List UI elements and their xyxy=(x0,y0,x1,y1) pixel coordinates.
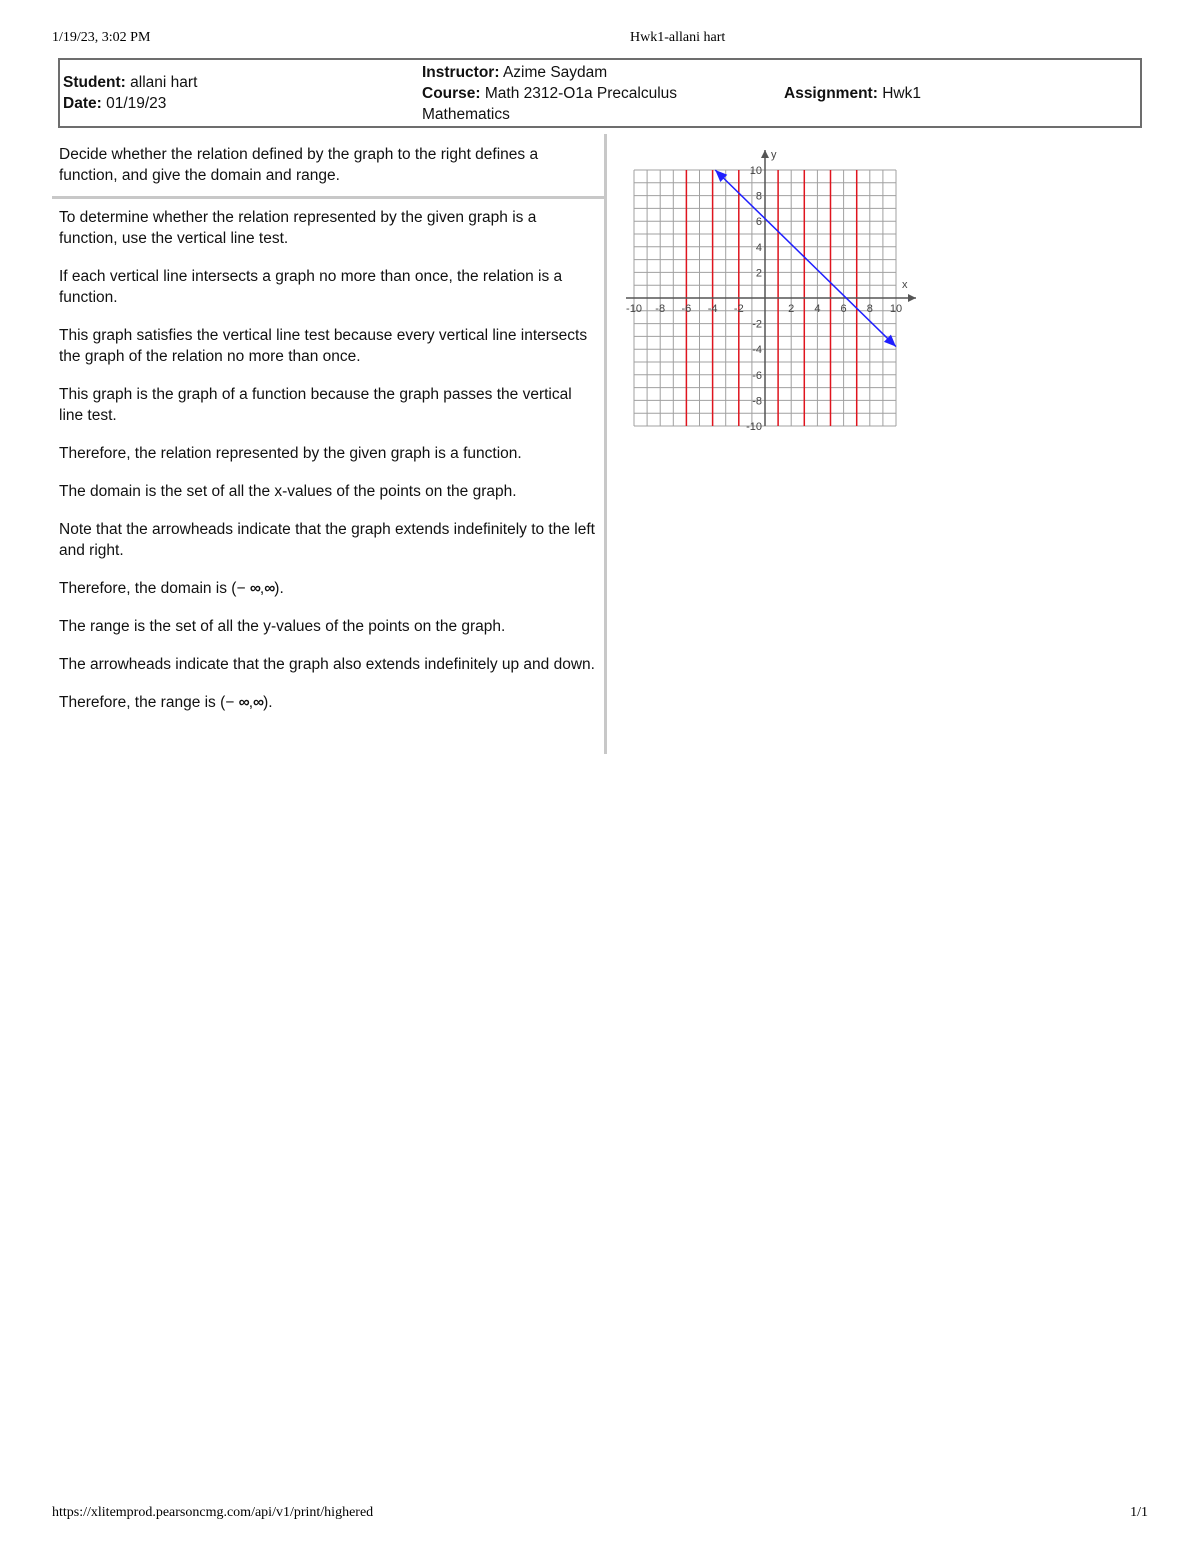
instructor-name: Azime Saydam xyxy=(502,64,608,81)
infinity-symbol: ∞ xyxy=(264,580,275,597)
domain-prefix: Therefore, the domain is ( xyxy=(59,580,237,597)
course-info xyxy=(422,62,752,125)
y-tick-label: 10 xyxy=(749,165,762,177)
minus-sign: − xyxy=(236,580,246,597)
infinity-symbol: ∞ xyxy=(253,694,264,711)
print-title: Hwk1-allani hart xyxy=(630,30,726,45)
assignment-info-box xyxy=(58,58,1142,128)
y-tick-label: 8 xyxy=(755,190,762,203)
x-tick-label: 6 xyxy=(840,303,847,315)
student-info xyxy=(63,72,197,114)
print-footer xyxy=(52,1505,1148,1525)
page-number: 1/1 xyxy=(1130,1505,1148,1520)
solution-step: This graph is the graph of a function because the graph passes the vertical line test. xyxy=(59,386,572,424)
solution-step: The range is the set of all the y-values of the points on the graph. xyxy=(59,618,506,635)
y-tick-label: 2 xyxy=(755,267,762,280)
x-axis-arrow-icon xyxy=(908,294,916,302)
solution-steps xyxy=(52,199,604,713)
relation-line xyxy=(715,170,896,347)
x-tick-label: -6 xyxy=(681,303,692,315)
solution-step: To determine whether the relation represented by the given graph is a function, use the vertical line test. xyxy=(59,209,537,247)
solution-step: If each vertical line intersects a graph no more than once, the relation is a function. xyxy=(59,268,563,306)
infinity-symbol: ∞ xyxy=(249,580,260,597)
course-label: Course: xyxy=(422,85,481,102)
x-tick-label: -10 xyxy=(626,303,642,315)
question-panel xyxy=(52,134,607,754)
assignment-name: Hwk1 xyxy=(882,85,921,102)
comma: , xyxy=(248,694,254,711)
x-tick-label: 10 xyxy=(889,303,903,315)
y-tick-label: -2 xyxy=(752,318,762,331)
y-tick-label: -8 xyxy=(752,395,762,408)
y-tick-label: -4 xyxy=(752,344,762,357)
print-datetime: 1/19/23, 3:02 PM xyxy=(52,30,151,45)
date-value: 01/19/23 xyxy=(106,95,167,112)
function-graph xyxy=(618,140,928,440)
range-suffix: ). xyxy=(263,694,273,711)
x-tick-label: 2 xyxy=(788,303,795,315)
graph-svg xyxy=(618,140,928,440)
course-name: Math 2312-O1a Precalculus Mathematics xyxy=(422,85,678,123)
infinity-symbol: ∞ xyxy=(238,694,249,711)
domain-answer xyxy=(59,578,596,599)
x-tick-label: 8 xyxy=(866,303,873,315)
question-text: Decide whether the relation defined by the graph to the right defines a function, and give the domain and range. xyxy=(52,134,604,199)
y-tick-label: -6 xyxy=(752,369,762,382)
y-axis-label: y xyxy=(771,149,777,161)
solution-step: Therefore, the relation represented by the given graph is a function. xyxy=(59,445,522,462)
domain-suffix: ). xyxy=(274,580,284,597)
x-axis-label: x xyxy=(902,279,908,291)
y-tick-label: -10 xyxy=(746,421,762,433)
print-url: https://xlitemprod.pearsoncmg.com/api/v1/print/highered xyxy=(52,1505,374,1520)
student-label: Student: xyxy=(63,74,126,91)
y-tick-label: 4 xyxy=(755,241,762,254)
range-prefix: Therefore, the range is ( xyxy=(59,694,226,711)
x-tick-label: -2 xyxy=(733,303,744,315)
print-header xyxy=(52,30,1148,50)
x-tick-label: -8 xyxy=(655,303,666,315)
solution-step: This graph satisfies the vertical line test because every vertical line intersects the graph of the relation no more than once. xyxy=(59,327,588,365)
instructor-label: Instructor: xyxy=(422,64,500,81)
date-label: Date: xyxy=(63,95,102,112)
y-tick-label: 6 xyxy=(755,216,762,229)
x-tick-label: 4 xyxy=(814,303,821,315)
assignment-info xyxy=(784,83,921,104)
range-answer xyxy=(59,692,596,713)
minus-sign: − xyxy=(225,694,235,711)
x-tick-label: -4 xyxy=(707,303,718,315)
comma: , xyxy=(259,580,265,597)
solution-step: The arrowheads indicate that the graph also extends indefinitely up and down. xyxy=(59,656,595,673)
solution-step: Note that the arrowheads indicate that the graph extends indefinitely to the left and right. xyxy=(59,521,595,559)
assignment-label: Assignment: xyxy=(784,85,878,102)
y-axis-arrow-icon xyxy=(761,150,769,158)
student-name: allani hart xyxy=(130,74,198,91)
solution-step: The domain is the set of all the x-values of the points on the graph. xyxy=(59,483,517,500)
